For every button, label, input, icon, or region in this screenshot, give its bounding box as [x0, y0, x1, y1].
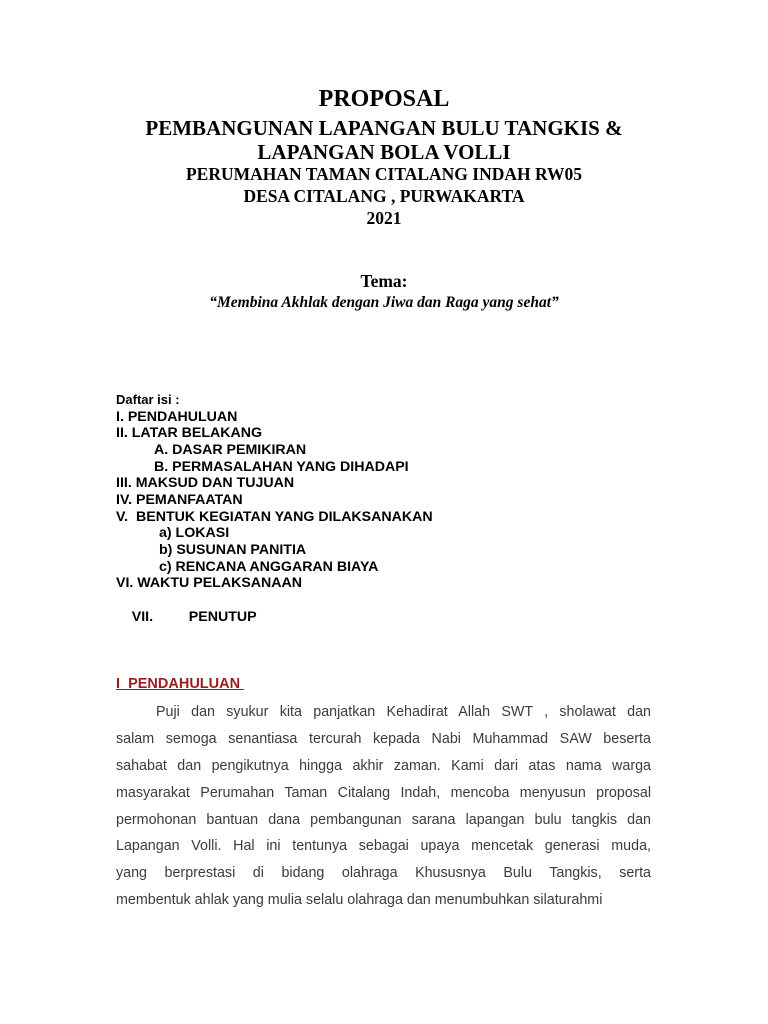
paragraph-line: Lapangan Volli. Hal ini tentunya sebagai upaya mencetak generasi muda,	[116, 838, 651, 855]
paragraph-line: sahabat dan pengikutnya hingga akhir zaman. Kami dari atas nama warga	[116, 757, 651, 774]
year-label: 2021	[366, 208, 402, 228]
paragraph-line: membentuk ahlak yang mulia selalu olahraga dan menumbuhkan silaturahmi	[116, 892, 603, 909]
location-line-2: DESA CITALANG , PURWAKARTA	[243, 186, 525, 206]
theme-label: Tema:	[360, 271, 408, 291]
toc-item-pendahuluan: I. PENDAHULUAN	[116, 408, 238, 425]
toc-subitem-susunan-panitia: b) SUSUNAN PANITIA	[159, 542, 307, 558]
document-title: PROPOSAL	[318, 86, 450, 112]
toc-item-penutup	[116, 592, 636, 625]
toc-subitem-permasalahan: B. PERMASALAHAN YANG DIHADAPI	[154, 458, 409, 475]
table-of-contents	[116, 392, 636, 625]
paragraph-line: Puji dan syukur kita panjatkan Kehadirat Allah SWT , sholawat dan	[156, 704, 651, 720]
toc-item-maksud-tujuan: III. MAKSUD DAN TUJUAN	[116, 475, 295, 492]
toc-subitem-lokasi: a) LOKASI	[159, 525, 230, 542]
paragraph-line: salam semoga senantiasa tercurah kepada Nabi Muhammad SAW beserta	[116, 730, 651, 747]
paragraph-line: masyarakat Perumahan Taman Citalang Indah, mencoba menyusun proposal	[116, 784, 651, 801]
toc-item-pemanfaatan: IV. PEMANFAATAN	[116, 491, 243, 508]
toc-item-bentuk-kegiatan: V. BENTUK KEGIATAN YANG DILAKSANAKAN	[116, 508, 433, 525]
toc-item-waktu-pelaksanaan: VI. WAKTU PELAKSANAAN	[116, 575, 303, 592]
toc-item-number: VII.	[131, 608, 154, 625]
theme-quote: “Membina Akhlak dengan Jiwa dan Raga yang sehat”	[209, 294, 559, 311]
body-paragraph	[116, 699, 651, 914]
toc-subitem-rencana-anggaran: c) RENCANA ANGGARAN BIAYA	[159, 558, 379, 575]
project-title-line-1: PEMBANGUNAN LAPANGAN BULU TANGKIS &	[145, 116, 623, 140]
toc-heading: Daftar isi :	[116, 392, 180, 407]
toc-subitem-dasar-pemikiran: A. DASAR PEMIKIRAN	[154, 441, 307, 458]
paragraph-line: permohonan bantuan dana pembangunan sarana lapangan bulu tangkis dan	[116, 811, 651, 828]
paragraph-line: yang berprestasi di bidang olahraga Khususnya Bulu Tangkis, serta	[116, 865, 651, 882]
section-heading-pendahuluan: I PENDAHULUAN	[116, 676, 245, 692]
project-title-line-2: LAPANGAN BOLA VOLLI	[257, 140, 511, 164]
toc-item-label: PENUTUP	[188, 608, 257, 625]
toc-item-latar-belakang: II. LATAR BELAKANG	[116, 425, 263, 442]
location-line-1: PERUMAHAN TAMAN CITALANG INDAH RW05	[185, 164, 583, 184]
